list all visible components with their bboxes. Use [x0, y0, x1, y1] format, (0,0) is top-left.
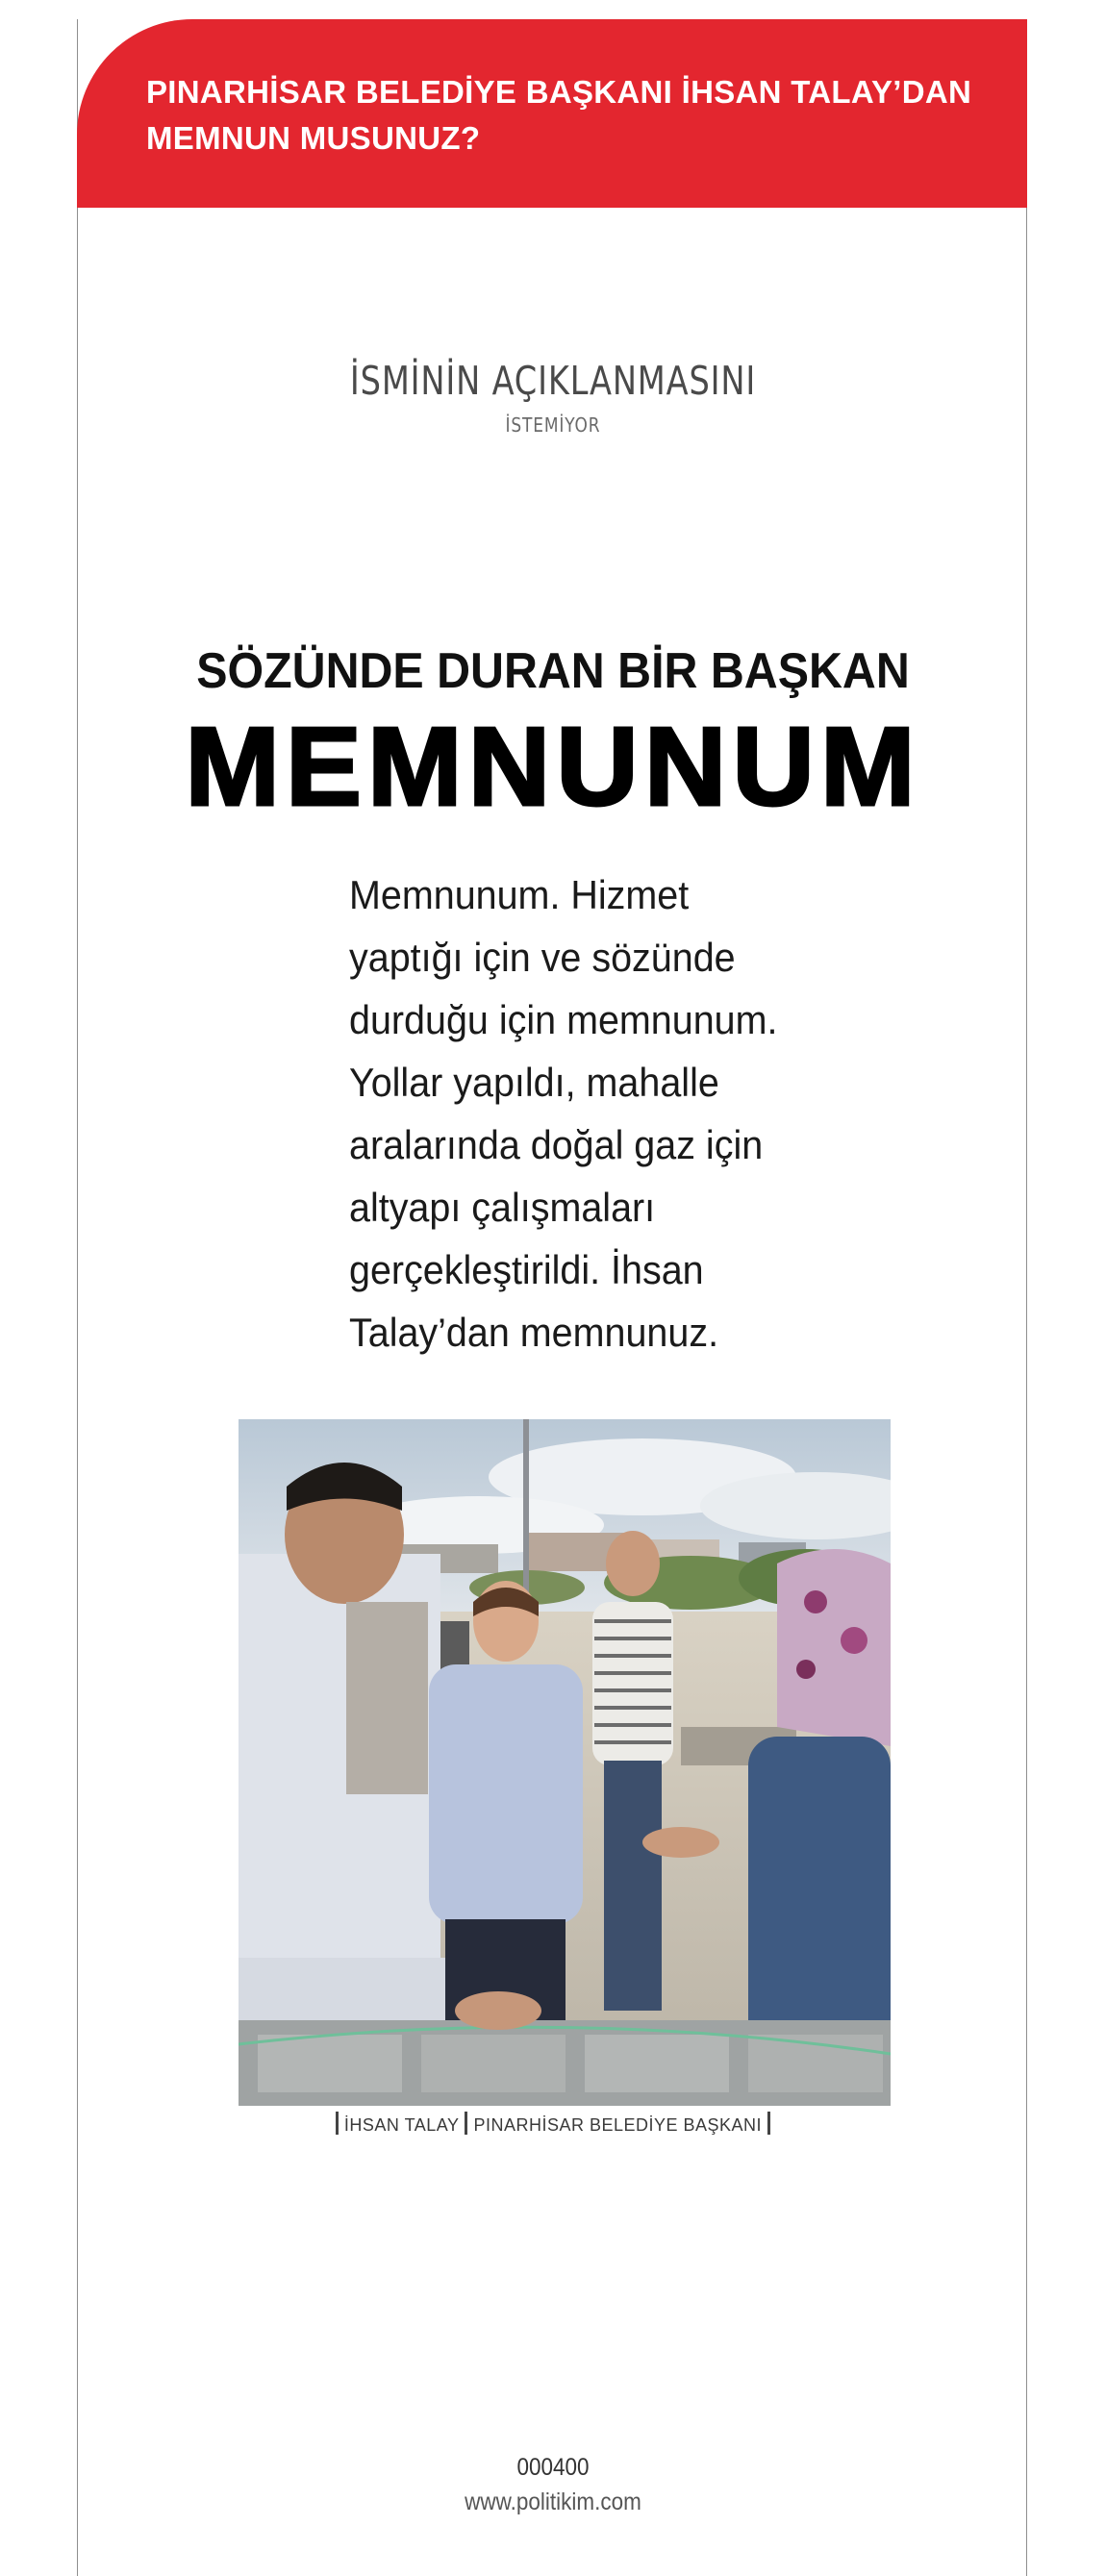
article-quote: Memnunum. Hizmet yaptığı için ve sözünde durduğu için memnunum. Yollar yapıldı, mahalle aralarında doğal gaz için altyapı çalışmaları gerçekleştirildi. İhsan Talay’dan memnunuz. — [349, 872, 778, 1355]
caption-divider — [465, 2112, 467, 2135]
banner-title: PINARHİSAR BELEDİYE BAŞKANI İHSAN TALAY’DAN MEMNUN MUSUNUZ? — [146, 74, 972, 156]
issue-number: 000400 — [516, 2454, 590, 2481]
respondent-name: İSMİNİN AÇIKLANMASINI — [349, 358, 757, 404]
header-banner — [77, 19, 1027, 208]
news-photo — [239, 1419, 891, 2106]
photo-caption — [0, 2112, 1106, 2136]
article-headline: MEMNUNUM — [185, 704, 921, 829]
caption-name: İHSAN TALAY — [343, 2115, 460, 2135]
website-link[interactable]: www.politikim.com — [465, 2488, 641, 2515]
caption-title: PINARHİSAR BELEDİYE BAŞKANI — [473, 2115, 763, 2135]
article-subheadline: SÖZÜNDE DURAN BİR BAŞKAN — [196, 643, 910, 699]
caption-divider — [767, 2112, 770, 2135]
caption-divider — [336, 2112, 339, 2135]
respondent-note: İSTEMİYOR — [505, 413, 601, 437]
